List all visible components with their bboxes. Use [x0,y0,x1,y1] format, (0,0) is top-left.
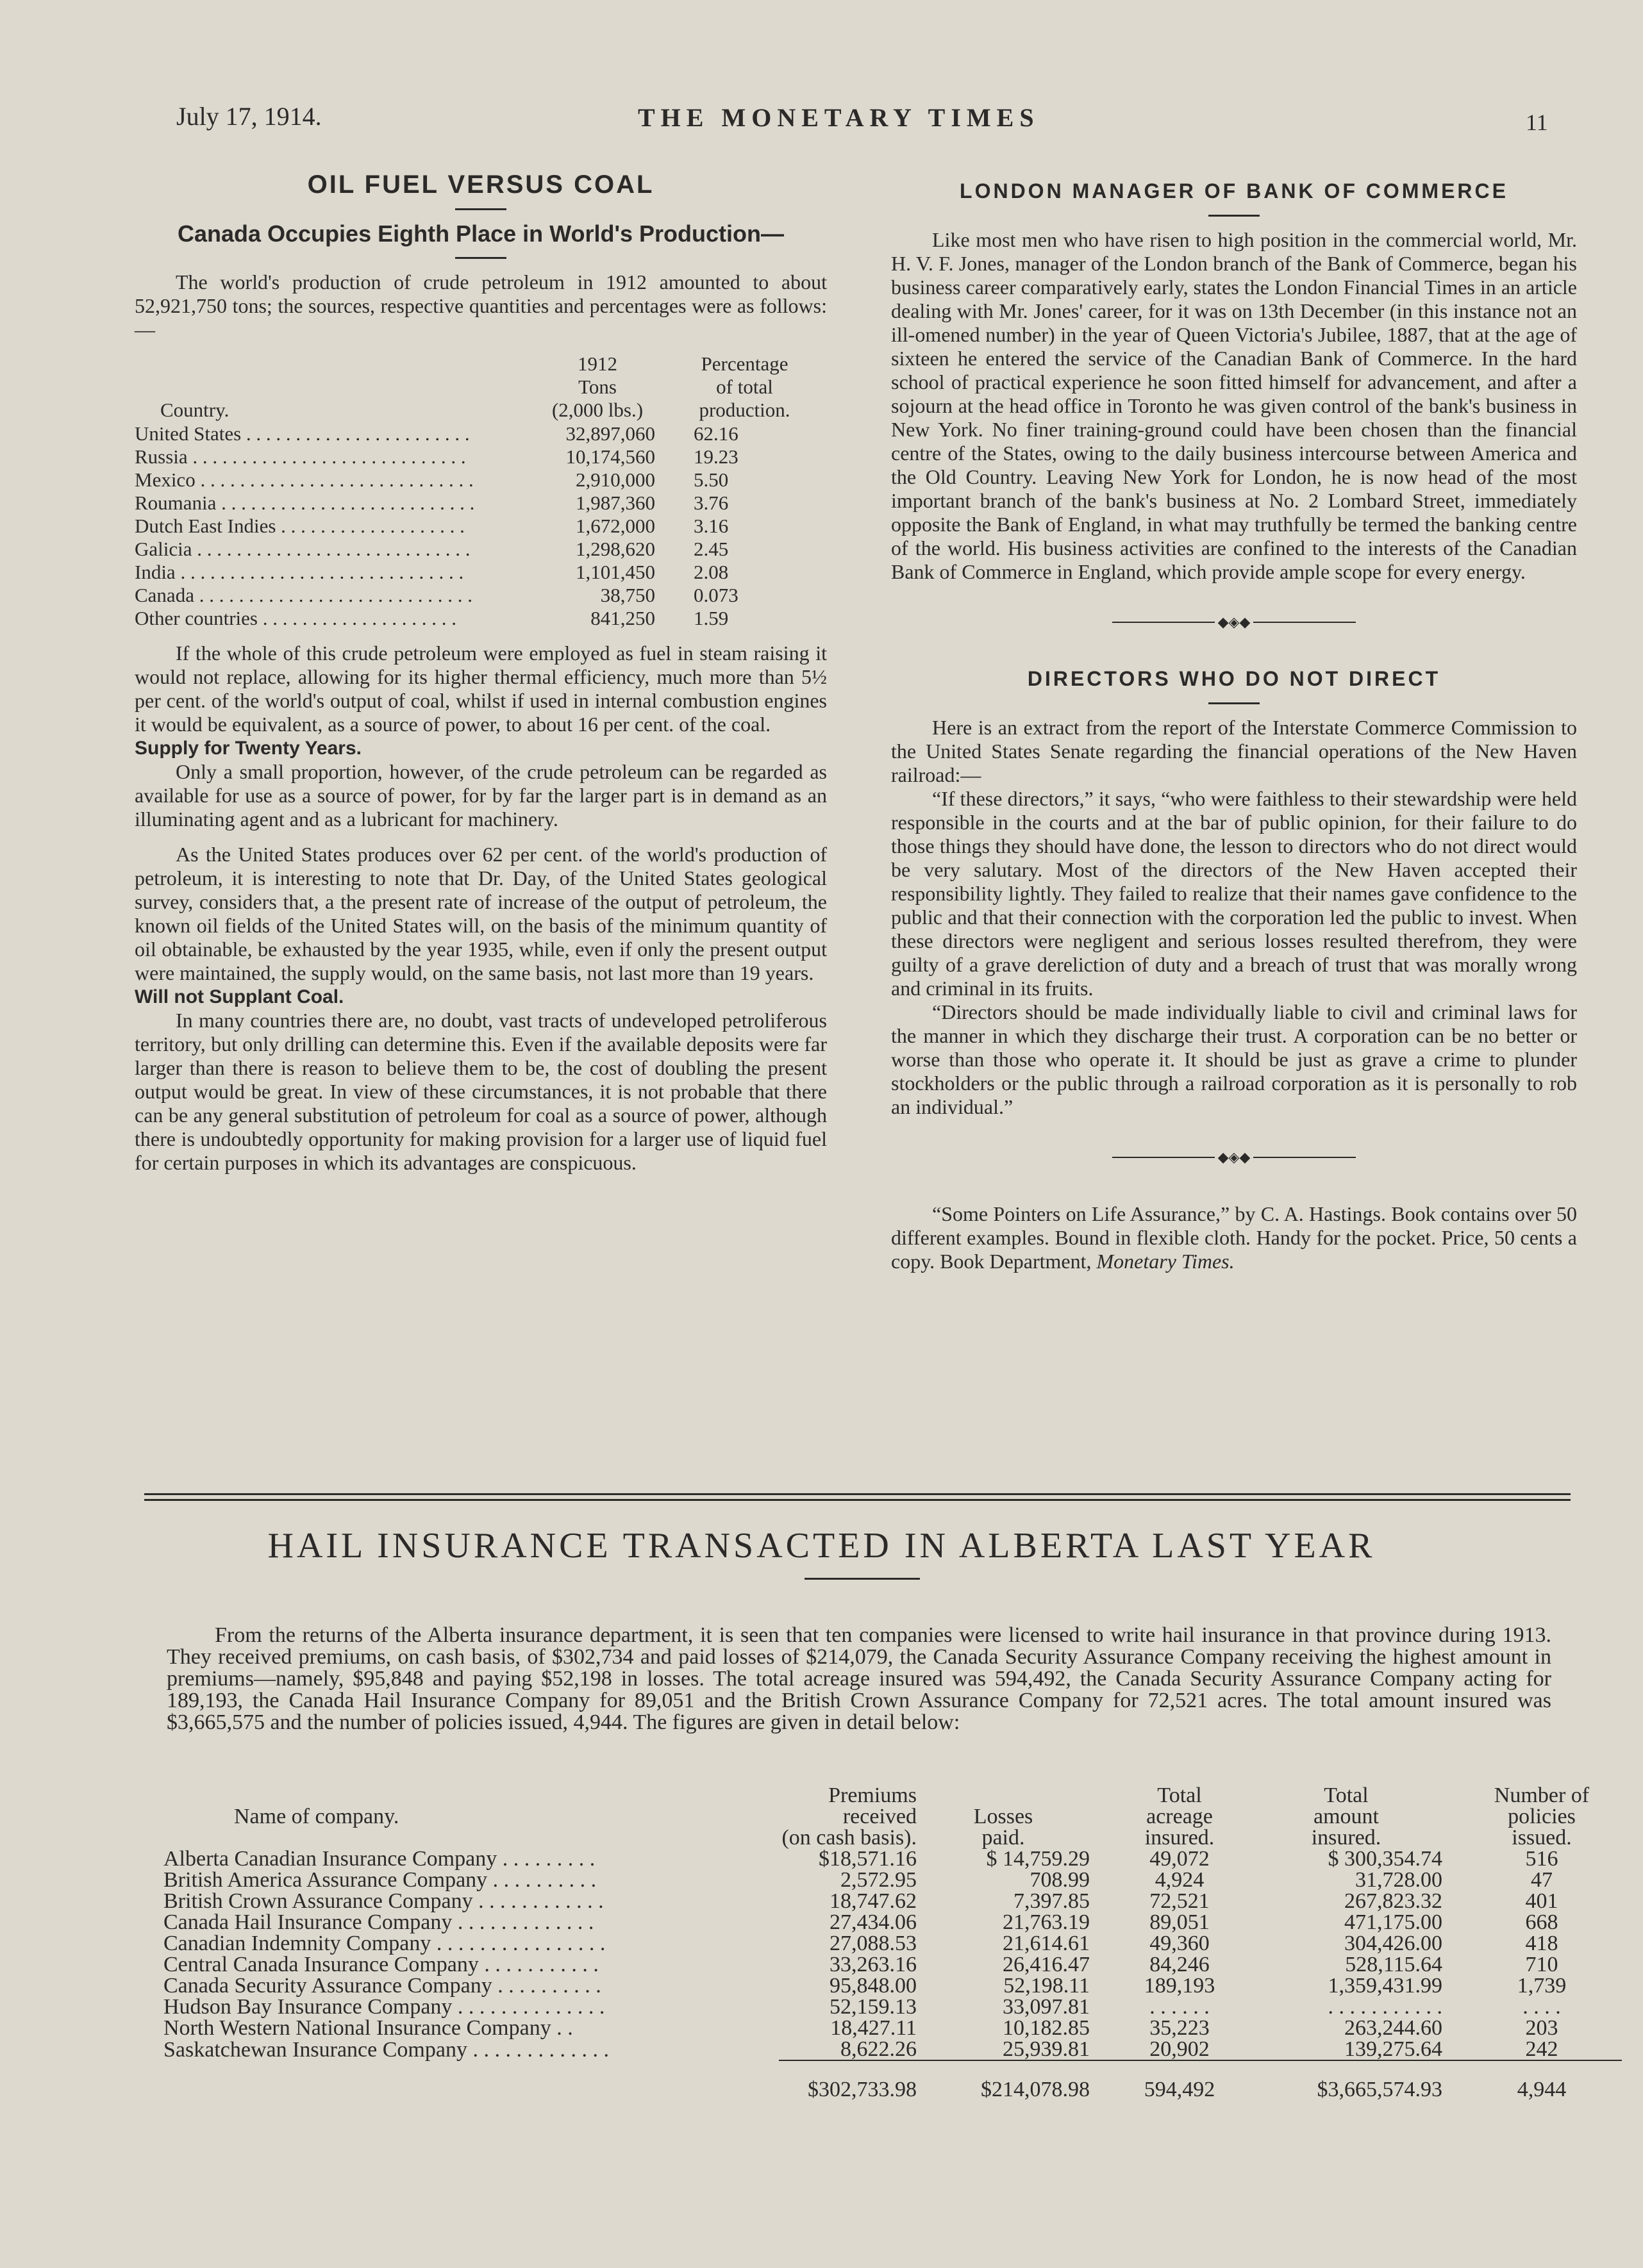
subheading-supply: Supply for Twenty Years. [135,738,362,759]
losses-cell: 26,416.47 [1003,1953,1090,1976]
col-premiums-header: Premiums received (on cash basis). [781,1784,917,1850]
subheading-coal: Will not Supplant Coal. [135,986,344,1007]
losses-cell: 10,182.85 [1003,2016,1090,2040]
tons-cell: 1,298,620 [576,538,655,560]
company-name-cell: Hudson Bay Insurance Company . . . . . . . . . . . . . . [163,1995,605,2019]
premiums-cell: 27,088.53 [830,1932,917,1955]
table-row [163,1912,1622,1933]
col-amount-header: Total amount insured. [1311,1784,1381,1850]
oil-article-title: OIL FUEL VERSUS COAL [307,170,655,199]
oil-paragraph-3: Only a small proportion, however, of the crude petroleum can be regarded as available for use as a source of power, for by far the larger part is in demand as an illuminating agent and as a lubricant for machinery. [135,760,827,831]
col-percentage-header: Percentage of total production. [699,352,790,421]
acreage-cell: . . . . . . [1149,1995,1210,2019]
oil-paragraph-4: As the United States produces over 62 per cent. of the world's production of petroleum, it is interesting to note that Dr. Day, of the United States geological survey, considers that, a the present rate of increase of the output of petroleum, the known oil fields of the United States will, on the basis of the minimum quantity of oil obtainable, be exhausted by the year 1935, while, even if only the present output were maintained, the supply would, on the same basis, not last more than 19 years. [135,843,827,984]
acreage-cell: 20,902 [1109,2039,1250,2060]
tons-cell: 1,672,000 [576,515,655,537]
london-article-title: LONDON MANAGER OF BANK OF COMMERCE [960,179,1508,203]
table-row [135,515,822,538]
losses-cell: $ 14,759.29 [986,1847,1090,1871]
page-number: 11 [1526,110,1548,135]
issue-date: July 17, 1914. [176,102,322,131]
losses-cell: 7,397.85 [1013,1889,1090,1913]
total-losses: $214,078.98 [981,2078,1090,2101]
company-name-cell: British Crown Assurance Company . . . . . . . . . . . . [163,1889,604,1913]
oil-paragraph-2: If the whole of this crude petroleum were employed as fuel in steam raising it would not replace, allowing for its higher thermal efficiency, much more than 5½ per cent. of the world's output of coal, whilst if used in internal combustion engines it would be equivalent, as a source of power, to about 16 per cent. of the coal. [135,641,827,736]
total-premiums: $302,733.98 [808,2078,917,2101]
amount-cell: 263,244.60 [1344,2016,1442,2040]
premiums-cell: 95,848.00 [830,1974,917,1998]
amount-cell: 304,426.00 [1344,1932,1442,1955]
policies-cell: . . . . [1522,1995,1561,2019]
acreage-cell: 72,521 [1149,1889,1210,1913]
title-rule [455,208,506,210]
losses-cell: 708.99 [1030,1868,1090,1892]
company-name-cell: Alberta Canadian Insurance Company . . . . . . . . . [163,1847,596,1871]
amount-cell: 528,115.64 [1345,1953,1442,1976]
table-row [163,1869,1622,1891]
amount-cell: 139,275.64 [1250,2039,1462,2060]
percentage-cell: 19.23 [694,445,738,468]
country-cell: Mexico . . . . . . . . . . . . . . . . . . . . . . . . . . . . [135,468,474,491]
country-cell: Russia . . . . . . . . . . . . . . . . . . . . . . . . . . . . [135,445,466,468]
total-amount: $3,665,574.93 [1317,2078,1442,2101]
percentage-cell: 1.59 [694,607,729,629]
country-cell: India . . . . . . . . . . . . . . . . . . . . . . . . . . . . . [135,561,464,583]
table-row [163,2017,1622,2039]
title-rule [1208,702,1260,704]
losses-cell: 52,198.11 [1003,1974,1090,1998]
ornament-icon: ◆◈◆ [1215,1151,1253,1164]
premiums-cell: 18,747.62 [830,1889,917,1913]
premiums-cell: 18,427.11 [830,2016,917,2040]
premiums-cell: $18,571.16 [819,1847,917,1871]
country-cell: Roumania . . . . . . . . . . . . . . . . . . . . . . . . . . [135,492,475,514]
book-advertisement: “Some Pointers on Life Assurance,” by C. A. Hastings. Book contains over 50 different examples. Bound in flexible cloth. Handy for the pocket. Price, 50 cents a copy. Book Department, Monetary Times. [891,1202,1577,1273]
oil-paragraph-1: The world's production of crude petroleum in 1912 amounted to about 52,921,750 tons; the sources, respective quantities and percentages were as follows:— [135,270,827,341]
premiums-cell: 52,159.13 [830,1995,917,2019]
losses-cell: 21,763.19 [1003,1910,1090,1934]
oil-article-subtitle: Canada Occupies Eighth Place in World's Production— [177,220,785,247]
table-row [135,538,822,561]
acreage-cell: 189,193 [1144,1974,1215,1998]
directors-article-title: DIRECTORS WHO DO NOT DIRECT [1027,667,1441,690]
hail-paragraph: From the returns of the Alberta insurance department, it is seen that ten companies were licensed to write hail insurance in that province during 1913. They received premiums, on cash basis, of $302,734 and paid losses of $214,079, the Canada Security Assurance Company receiving the highest amount in premiums—namely, $95,848 and paying $52,198 in losses. The total acreage insured was 594,492, the Canada Security Assurance Company acting for 189,193, the Canada Hail Insurance Company for 89,051 and the British Crown Assurance Company for 72,521 acres. The total amount insured was $3,665,575 and the number of policies issued, 4,944. The figures are given in detail below: [167,1623,1551,1734]
percentage-cell: 2.45 [694,538,729,560]
amount-cell: 471,175.00 [1344,1910,1442,1934]
premiums-cell: 8,622.26 [779,2039,917,2060]
country-cell: Galicia . . . . . . . . . . . . . . . . . . . . . . . . . . . . [135,538,471,560]
tons-cell: 841,250 [590,607,655,629]
tons-cell: 32,897,060 [565,422,655,445]
losses-cell: 33,097.81 [1003,1995,1090,2019]
amount-cell: . . . . . . . . . . . [1328,1995,1442,2019]
oil-fuel-article [135,170,827,1175]
table-row [135,561,822,584]
acreage-cell: 84,246 [1149,1953,1210,1976]
table-row [135,492,822,515]
col-tons-header: 1912 Tons (2,000 lbs.) [551,352,644,421]
ornamental-divider [1112,1151,1356,1164]
policies-cell: 1,739 [1517,1974,1567,1998]
total-acreage: 594,492 [1144,2078,1215,2101]
ornament-icon: ◆◈◆ [1215,616,1253,629]
policies-cell: 418 [1525,1932,1558,1955]
company-name-cell: Canadian Indemnity Company . . . . . . . . . . . . . . . . [163,1932,606,1955]
total-policies: 4,944 [1517,2078,1567,2101]
tons-cell: 38,750 [600,584,655,606]
oil-paragraph-5: In many countries there are, no doubt, vast tracts of undeveloped petroliferous territory, but only drilling can determine this. Even if the available deposits were far larger than there is reason to believe them to be, the cost of doubling the present output would be great. In view of these circumstances, it is not probable that there can be any general substitution of petroleum for coal as a source of power, although there is undoubtedly opportunity for making provision for a larger use of liquid fuel for certain purposes in which its advantages are conspicuous. [135,1009,827,1174]
amount-cell: $ 300,354.74 [1328,1847,1442,1871]
percentage-cell: 3.76 [694,492,729,514]
premiums-cell: 2,572.95 [840,1868,917,1892]
country-cell: United States . . . . . . . . . . . . . . . . . . . . . . . [135,422,470,445]
policies-cell: 47 [1531,1868,1553,1892]
tons-cell: 1,101,450 [576,561,655,583]
percentage-cell: 2.08 [694,561,729,583]
acreage-cell: 49,360 [1149,1932,1210,1955]
table-row [163,1848,1622,1869]
premiums-cell: 33,263.16 [830,1953,917,1976]
company-name-cell: Canada Security Assurance Company . . . . . . . . . . [163,1974,601,1998]
company-name-cell: Canada Hail Insurance Company . . . . . . . . . . . . . [163,1910,594,1934]
table-row [163,1891,1622,1912]
col-acreage-header: Total acreage insured. [1144,1784,1215,1850]
ornamental-divider [1112,616,1356,629]
table-row [163,1996,1622,2017]
company-name-cell: Saskatchewan Insurance Company . . . . . . . . . . . . . [163,2037,609,2062]
amount-cell: 31,728.00 [1355,1868,1442,1892]
directors-paragraph-3: “Directors should be made individually liable to civil and criminal laws for the manner in which they discharge their trust. A corporation can be no better or worse than those who operate it. It should be just as grave a crime to plunder stockholders or the public through a railroad corporation as it is personally to rob an individual.” [891,1000,1577,1118]
tons-cell: 2,910,000 [576,468,655,491]
title-rule [805,1578,920,1580]
percentage-cell: 3.16 [694,515,729,537]
col-name-header: Name of company. [234,1805,399,1828]
petroleum-table [135,352,822,630]
country-cell: Canada . . . . . . . . . . . . . . . . . . . . . . . . . . . . [135,584,472,606]
policies-cell: 710 [1525,1953,1558,1976]
company-name-cell: Central Canada Insurance Company . . . . . . . . . . . [163,1953,599,1976]
losses-cell: 21,614.61 [1003,1932,1090,1955]
totals-row [163,2060,1622,2100]
policies-cell: 668 [1525,1910,1558,1934]
acreage-cell: 35,223 [1149,2016,1210,2040]
losses-cell: 25,939.81 [917,2039,1109,2060]
table-row [163,1954,1622,1975]
policies-cell: 203 [1525,2016,1558,2040]
acreage-cell: 4,924 [1155,1868,1205,1892]
table-row [135,468,822,492]
title-rule [1208,215,1260,217]
directors-paragraph-2: “If these directors,” it says, “who were faithless to their stewardship were held responsible in the courts and at the bar of public opinion, for their failure to do those things they should have done, the lesson to directors who do not direct would be very salutary. Most of the directors of the New Haven accepted their responsibility lightly. They failed to realize that their names gave confidence to the public and that their connection with the corporation led the public to invest. When these directors were negligent and serious losses resulted therefrom, they were guilty of a grave dereliction of duty and a breach of trust that was morally wrong and criminal in its fruits. [891,787,1577,1000]
section-separator [144,1493,1571,1505]
percentage-cell: 5.50 [694,468,729,491]
policies-cell: 401 [1525,1889,1558,1913]
country-cell: Dutch East Indies . . . . . . . . . . . . . . . . . . . [135,515,465,537]
company-name-cell: British America Assurance Company . . . . . . . . . . [163,1868,597,1892]
percentage-cell: 62.16 [694,422,738,445]
table-row [163,1975,1622,1996]
right-column [891,179,1577,1273]
table-row [163,2039,1622,2060]
col-country-header: Country. [160,399,229,421]
tons-cell: 1,987,360 [576,492,655,514]
tons-cell: 10,174,560 [565,445,655,468]
directors-paragraph-1: Here is an extract from the report of the Interstate Commerce Commission to the United States Senate regarding the financial operations of the New Haven railroad:— [891,716,1577,786]
acreage-cell: 89,051 [1149,1910,1210,1934]
percentage-cell: 0.073 [694,584,738,606]
subtitle-rule [455,257,506,259]
policies-cell: 242 [1462,2039,1622,2060]
table-row [163,1933,1622,1954]
acreage-cell: 49,072 [1149,1847,1210,1871]
country-cell: Other countries . . . . . . . . . . . . . . . . . . . . [135,607,456,629]
table-row [135,584,822,607]
hail-article-title: HAIL INSURANCE TRANSACTED IN ALBERTA LAST YEAR [267,1526,1376,1566]
amount-cell: 267,823.32 [1344,1889,1442,1913]
col-policies-header: Number of policies issued. [1494,1784,1590,1850]
table-row [135,445,822,468]
table-row [135,607,822,630]
premiums-cell: 27,434.06 [830,1910,917,1934]
london-paragraph: Like most men who have risen to high position in the commercial world, Mr. H. V. F. Jones, manager of the London branch of the Bank of Commerce, began his business career comparatively early, states the London Financial Times in an article dealing with Mr. Jones' career, for it was on 13th December (in this instance not an ill-omened number) in the year of Queen Victoria's Jubilee, 1887, that at the age of sixteen he entered the service of the Canadian Bank of Commerce. In the hard school of practical experience he soon fitted himself for advancement, and after a sojourn at the head office in Toronto he was given control of the bank's business in New York. No finer training-ground could have been chosen than the financial centre of the States, owing to the daily business intercourse between America and the Old Country. Leaving New York for London, he is now head of the most important branch of the bank's business at No. 2 Lombard Street, immediately opposite the Bank of England, in what may truthfully be termed the banking centre of the world. His business activities are confined to the interests of the Canadian Bank of Commerce in England, which provide ample scope for every energy. [891,228,1577,583]
publication-title: THE MONETARY TIMES [638,103,1040,132]
amount-cell: 1,359,431.99 [1328,1974,1442,1998]
company-name-cell: North Western National Insurance Company . . [163,2016,573,2040]
hail-insurance-table [163,1785,1622,2100]
col-losses-header: Losses paid. [973,1805,1033,1850]
table-row [135,422,822,445]
policies-cell: 516 [1525,1847,1558,1871]
